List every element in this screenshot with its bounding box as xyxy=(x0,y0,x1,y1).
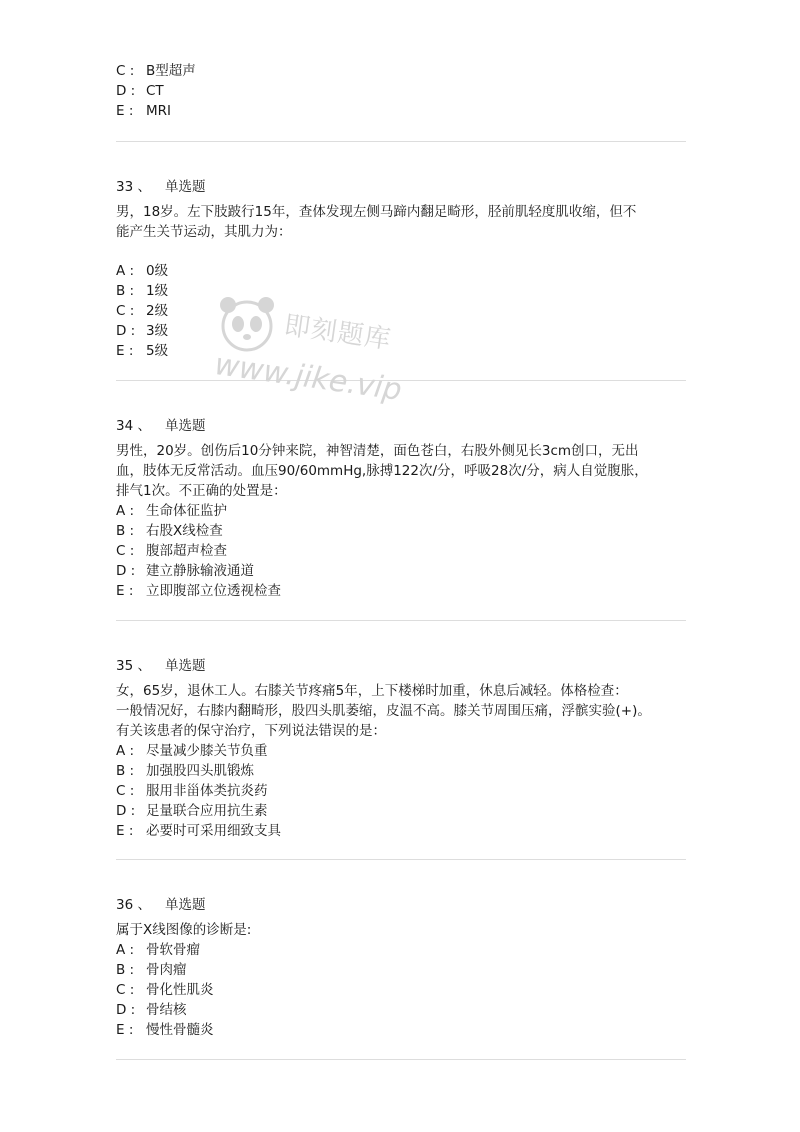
question-stem-35-line2: 一般情况好，右膝内翻畸形，股四头肌萎缩，皮温不高。膝关节周围压痛，浮髌实验(+)。 xyxy=(116,703,651,719)
question-divider xyxy=(116,141,686,142)
question-stem-34-line3: 排气1次。不正确的处置是： xyxy=(116,483,287,499)
question-stem-33-line2: 能产生关节运动，其肌力为： xyxy=(116,224,292,240)
q32-option-c[interactable]: C : B型超声 xyxy=(116,63,196,79)
q36-option-a[interactable]: A : 骨软骨瘤 xyxy=(116,942,200,958)
q35-option-c[interactable]: C : 服用非甾体类抗炎药 xyxy=(116,783,268,799)
q36-option-b[interactable]: B : 骨肉瘤 xyxy=(116,962,187,978)
question-divider xyxy=(116,380,686,381)
q33-option-e[interactable]: E : 5级 xyxy=(116,343,169,359)
panda-logo-icon xyxy=(212,290,282,360)
q35-option-a[interactable]: A : 尽量减少膝关节负重 xyxy=(116,743,268,759)
q36-option-d[interactable]: D : 骨结核 xyxy=(116,1002,187,1018)
question-divider xyxy=(116,1059,686,1060)
q35-option-b[interactable]: B : 加强股四头肌锻炼 xyxy=(116,763,254,779)
q34-option-d[interactable]: D : 建立静脉输液通道 xyxy=(116,563,254,579)
q33-option-d[interactable]: D : 3级 xyxy=(116,323,169,339)
question-stem-34-line2: 血，肢体无反常活动。血压90/60mmHg,脉搏122次/分，呼吸28次/分，病人自觉腹胀， xyxy=(116,463,648,479)
q33-option-a[interactable]: A : 0级 xyxy=(116,263,169,279)
question-header-35: 35 、 单选题 xyxy=(116,658,206,674)
watermark xyxy=(212,282,432,422)
q36-option-e[interactable]: E : 慢性骨髓炎 xyxy=(116,1022,214,1038)
q35-option-d[interactable]: D : 足量联合应用抗生素 xyxy=(116,803,268,819)
question-divider xyxy=(116,620,686,621)
q33-option-c[interactable]: C : 2级 xyxy=(116,303,169,319)
question-header-33: 33 、 单选题 xyxy=(116,179,206,195)
question-divider xyxy=(116,859,686,860)
q32-option-d[interactable]: D : CT xyxy=(116,83,164,99)
q33-option-b[interactable]: B : 1级 xyxy=(116,283,169,299)
q32-option-e[interactable]: E : MRI xyxy=(116,103,172,119)
question-stem-36-line1: 属于X线图像的诊断是: xyxy=(116,922,252,938)
question-header-36: 36 、 单选题 xyxy=(116,897,206,913)
q35-option-e[interactable]: E : 必要时可采用细致支具 xyxy=(116,823,281,839)
q34-option-b[interactable]: B : 右股X线检查 xyxy=(116,523,223,539)
question-stem-35-line1: 女，65岁，退休工人。右膝关节疼痛5年，上下楼梯时加重，休息后减轻。体格检查： xyxy=(116,683,628,699)
question-header-34: 34 、 单选题 xyxy=(116,418,206,434)
q34-option-c[interactable]: C : 腹部超声检查 xyxy=(116,543,227,559)
watermark-brand: 即刻题库 xyxy=(282,310,394,356)
question-stem-34-line1: 男性，20岁。创伤后10分钟来院，神智清楚，面色苍白，右股外侧见长3cm创口，无出 xyxy=(116,443,639,459)
q34-option-e[interactable]: E : 立即腹部立位透视检查 xyxy=(116,583,281,599)
question-stem-33-line1: 男，18岁。左下肢跛行15年，查体发现左侧马蹄内翻足畸形，胫前肌轻度肌收缩，但不 xyxy=(116,204,637,220)
watermark-url: www.jike.vip xyxy=(212,347,404,408)
question-stem-35-line3: 有关该患者的保守治疗，下列说法错误的是： xyxy=(116,723,386,739)
q34-option-a[interactable]: A : 生命体征监护 xyxy=(116,503,227,519)
q36-option-c[interactable]: C : 骨化性肌炎 xyxy=(116,982,214,998)
